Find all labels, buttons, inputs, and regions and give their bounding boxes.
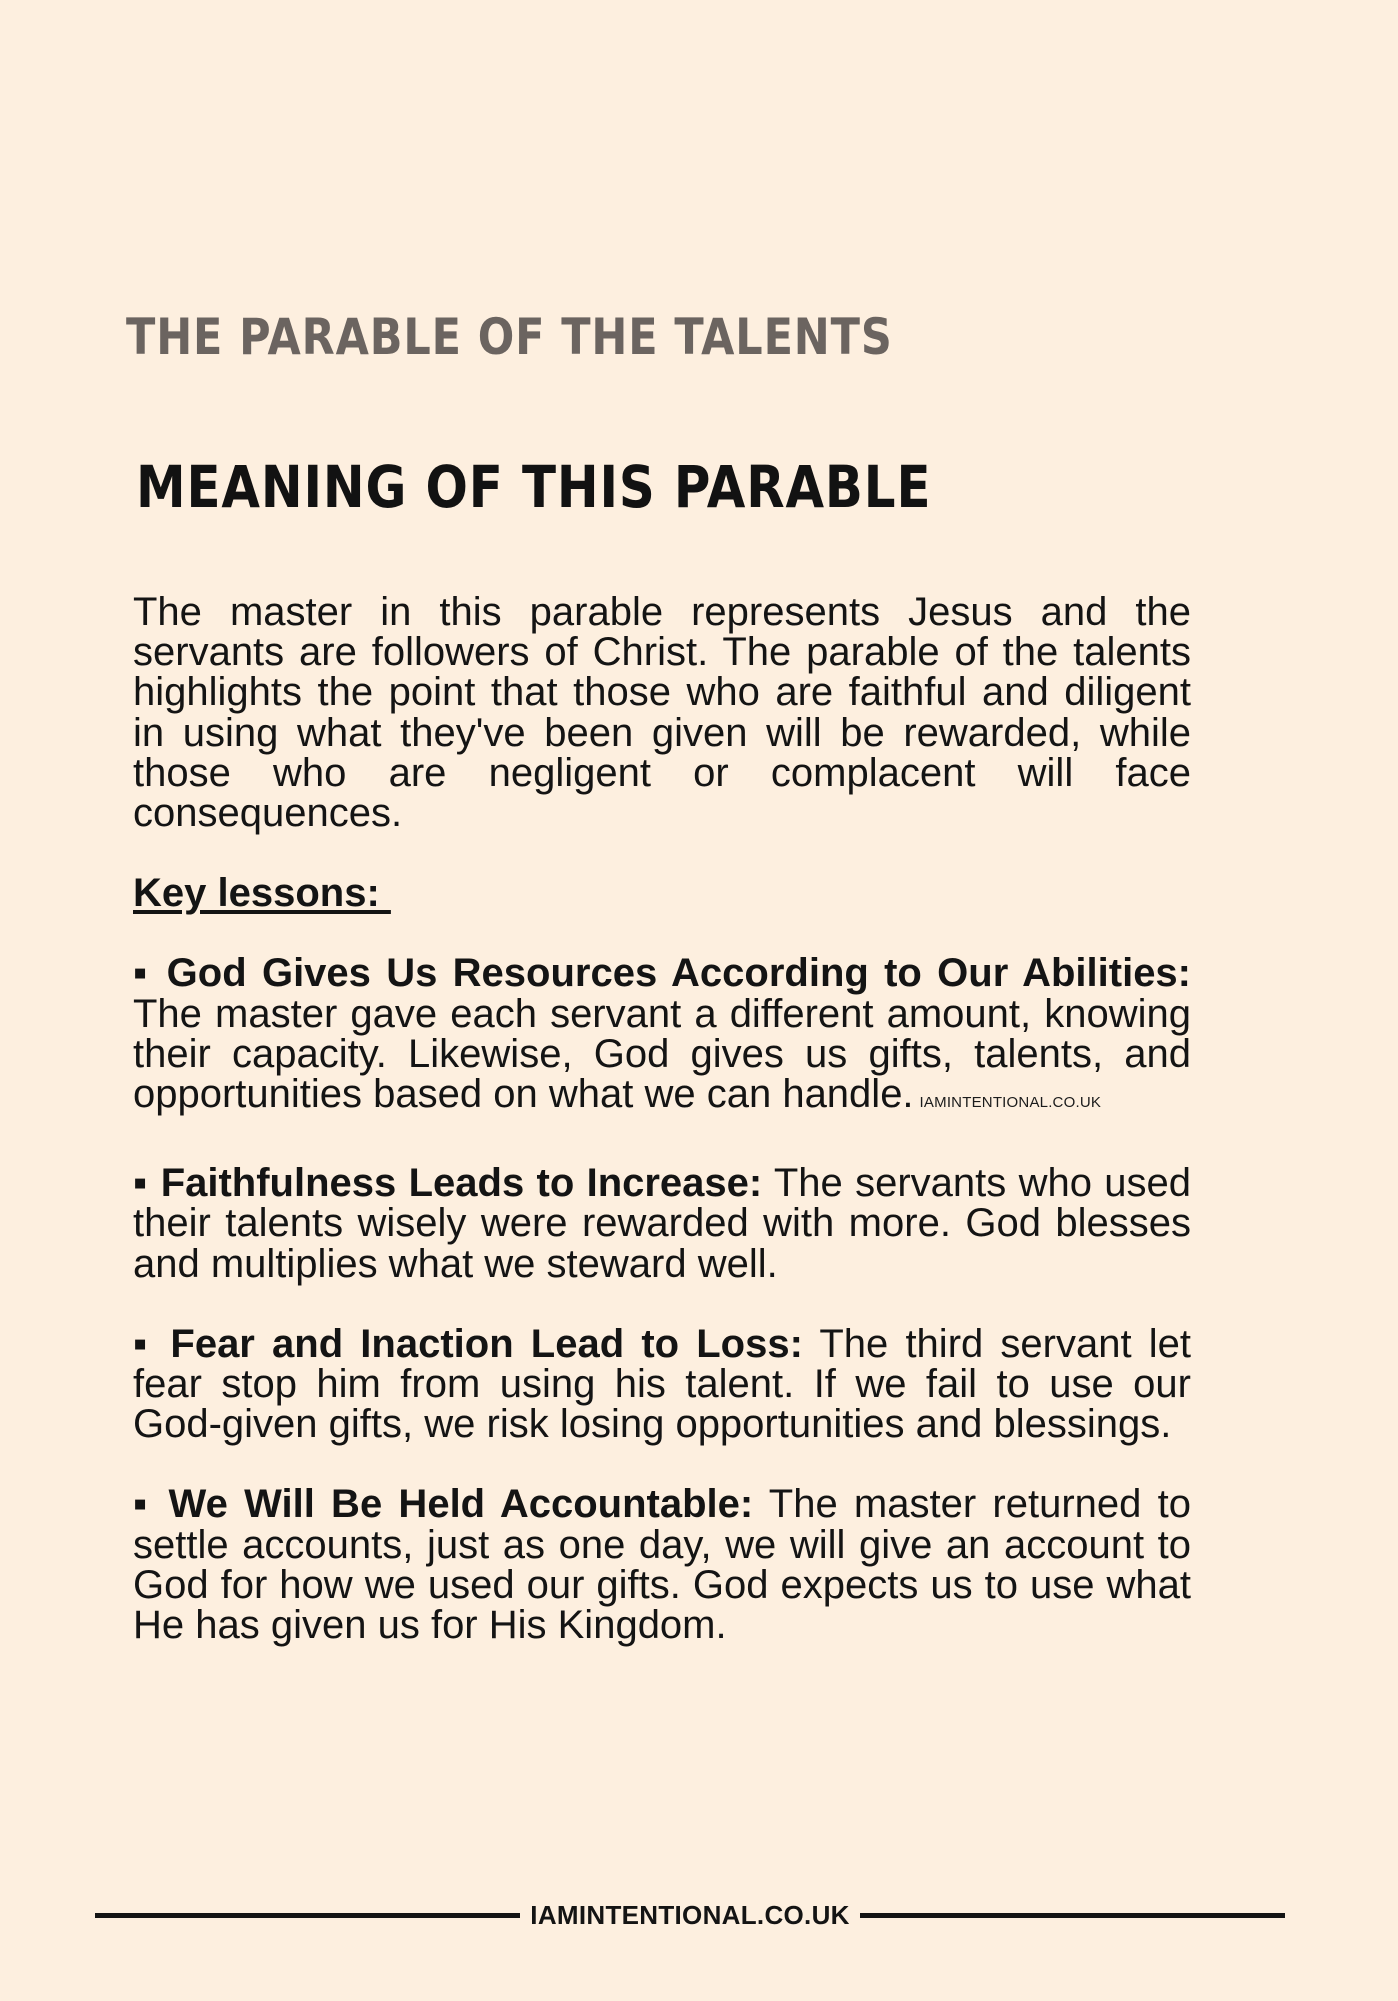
- lesson-body: The third servant let fear stop him from using his talent. If we fail to use our God-given gifts, we risk losing opportunities and blessings.: [133, 1321, 1191, 1447]
- inline-watermark: IAMINTENTIONAL.CO.UK: [919, 1094, 1102, 1112]
- key-lessons-heading: Key lessons:: [133, 871, 391, 916]
- lesson-title: ▪ We Will Be Held Accountable:: [133, 1482, 754, 1527]
- footer-site-link[interactable]: IAMINTENTIONAL.CO.UK: [530, 1899, 850, 1930]
- lesson-body: The master returned to settle accounts, just as one day, we will give an account to God for how we used our gifts. God expects us to use what He has given us for His Kingdom.: [133, 1482, 1192, 1648]
- page-heading: MEANING OF THIS PARABLE: [136, 453, 932, 521]
- lesson-item: [133, 1163, 1191, 1284]
- article-body: [133, 590, 1192, 1648]
- footer-divider-left: [95, 1913, 520, 1918]
- footer: [95, 1890, 1285, 1940]
- lesson-item: [133, 953, 1191, 1123]
- lesson-body: The master gave each servant a different amount, knowing their capacity. Likewise, God gives us gifts, talents, and opportunities based on what we can handle.: [133, 991, 1191, 1117]
- lesson-title: ▪ Fear and Inaction Lead to Loss:: [133, 1321, 803, 1366]
- lesson-body: The servants who used their talents wisely were rewarded with more. God blesses and multiplies what we steward well.: [133, 1161, 1191, 1286]
- lesson-title: ▪ God Gives Us Resources According to Our Abilities:: [133, 951, 1191, 996]
- lesson-item: [133, 1321, 1191, 1447]
- lesson-title: ▪ Faithfulness Leads to Increase:: [133, 1161, 763, 1206]
- footer-divider-right: [860, 1913, 1285, 1918]
- parable-title: THE PARABLE OF THE TALENTS: [126, 308, 893, 366]
- intro-paragraph: The master in this parable represents Jesus and the servants are followers of Christ. The parable of the talents highlights the point that those who are faithful and diligent in using what they've been given will be rewarded, while those who are negligent or complacent will face consequences.: [133, 590, 1191, 836]
- lesson-item: [133, 1482, 1192, 1648]
